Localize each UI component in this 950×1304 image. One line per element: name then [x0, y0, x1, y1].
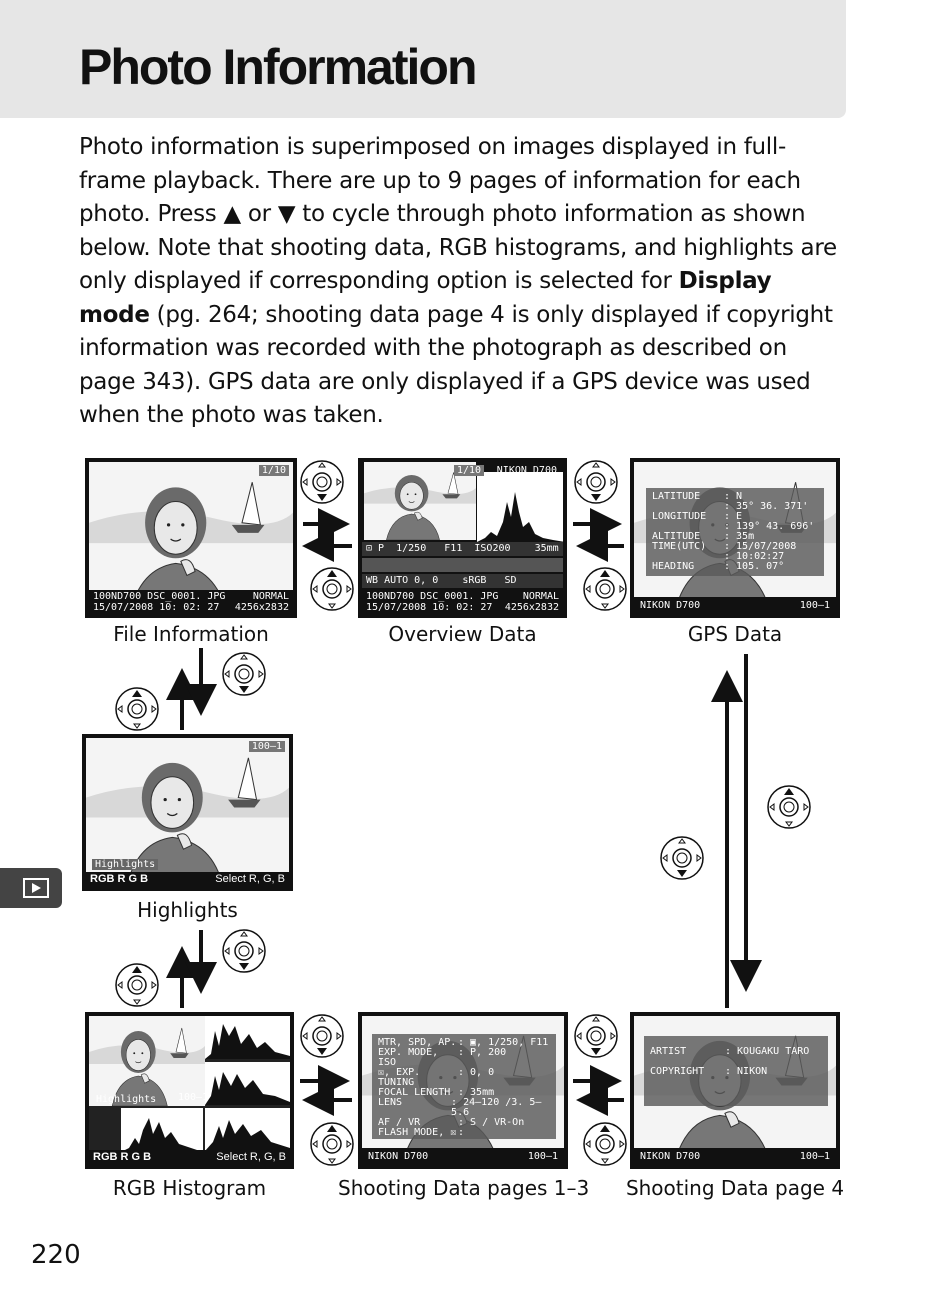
file-name: 100ND700 DSC_0001. JPG [366, 591, 499, 602]
copyright-overlay [644, 1036, 828, 1106]
folder-number: 100–1 [178, 1092, 209, 1103]
row-key: LATITUDE [652, 491, 701, 502]
color-space: sRGB [462, 575, 487, 586]
playback-menu-tab [0, 868, 62, 908]
date-time: 15/07/2008 10: 02: 27 [93, 602, 220, 613]
white-balance: AUTO 0, 0 [384, 575, 439, 586]
data-row [652, 562, 818, 572]
aperture: F11 [444, 543, 463, 554]
row-key: EXP. MODE, ISO [378, 1047, 439, 1068]
row-key: FOCAL LENGTH [378, 1087, 451, 1098]
multi-selector-down-icon [573, 459, 619, 505]
gps-overlay [646, 488, 824, 576]
histogram-graph [477, 472, 565, 542]
screen-gps-data [630, 458, 840, 618]
row-value: : KOUGAKU TARO [725, 1046, 810, 1057]
label-rgb-histogram: RGB Histogram [112, 1176, 267, 1200]
row-key: ARTIST [650, 1046, 687, 1057]
page-number: 220 [31, 1240, 81, 1270]
focal-length: 35mm [534, 543, 559, 554]
data-row [378, 1048, 550, 1068]
multi-selector-up-icon [582, 1121, 628, 1167]
row-key: LENS [378, 1097, 403, 1108]
row-value: : [458, 1127, 465, 1138]
screen-shooting-data-4 [630, 1012, 840, 1169]
highlights-tag: Highlights [92, 859, 158, 870]
file-name: 100ND700 DSC_0001. JPG [93, 591, 226, 602]
data-row [378, 1128, 550, 1138]
data-row [378, 1098, 550, 1118]
label-overview-data: Overview Data [388, 622, 537, 646]
select-hint: Select R, G, B [216, 1151, 286, 1163]
camera-name: NIKON D700 [640, 600, 701, 611]
screen-rgb-histogram [85, 1012, 294, 1169]
shooting-overlay [372, 1034, 556, 1139]
folder-number: 100–1 [799, 600, 830, 611]
folder-number: 100–1 [799, 1151, 830, 1162]
row-value: : N [724, 491, 743, 502]
multi-selector-down-icon [221, 928, 267, 974]
row-value: : 35° 36. 371' [724, 501, 809, 512]
row-value: : 35m [724, 531, 755, 542]
row-key: MTR, SPD, AP. [378, 1037, 457, 1048]
row-value: : 0, 0 [458, 1067, 495, 1078]
row-key: HEADING [652, 561, 695, 572]
multi-selector-down-icon [299, 1013, 345, 1059]
image-size: 4256x2832 [504, 602, 559, 613]
highlights-tag: Highlights [96, 1094, 157, 1105]
screen-highlights [82, 734, 293, 891]
intro-bold: Display mode [79, 268, 772, 328]
quality: NORMAL [522, 591, 559, 602]
exposure-row: ⊡ P 1/250 F11 ISO200 35mm [362, 542, 563, 556]
iso: 200 [492, 543, 511, 554]
multi-selector-up-icon [582, 566, 628, 612]
screen-file-information [85, 458, 297, 618]
camera-name: NIKON D700 [640, 1151, 701, 1162]
multi-selector-down-icon [221, 651, 267, 697]
intro-paragraph [79, 131, 849, 433]
luminance-histogram [121, 1108, 203, 1152]
row-value: : 24–120 /3. 5–5.6 [451, 1097, 542, 1118]
data-row [378, 1068, 550, 1088]
label-highlights: Highlights [137, 898, 238, 922]
row-value: : S / VR-On [458, 1117, 525, 1128]
multi-selector-up-icon [309, 1121, 355, 1167]
page-indicator: 1/10 [259, 465, 289, 476]
rgb-bar [89, 1150, 290, 1165]
label-shooting-data-1-3: Shooting Data pages 1–3 [338, 1176, 590, 1200]
row-value: : ▣, 1/250, F11 [458, 1037, 549, 1048]
camera-name: NIKON D700 [496, 465, 557, 476]
multi-selector-up-icon [114, 962, 160, 1008]
row-value: : 105. 07° [724, 561, 785, 572]
page-title: Photo Information [79, 39, 476, 95]
multi-selector-up-icon [766, 784, 812, 830]
data-row [650, 1042, 822, 1062]
multi-selector-down-icon [573, 1013, 619, 1059]
channel-selector: RGB R G B [90, 873, 149, 885]
row-value: : E [724, 511, 743, 522]
label-shooting-data-4: Shooting Data page 4 [625, 1176, 845, 1200]
data-row [650, 1062, 822, 1082]
multi-selector-down-icon [299, 459, 345, 505]
label-file-information: File Information [113, 622, 269, 646]
channel-histograms [205, 1016, 290, 1151]
rgb-bar [86, 872, 289, 887]
page-indicator: 100–1 [249, 741, 285, 752]
row-key: ☒, EXP. TUNING [378, 1067, 421, 1088]
intro-text-1: Photo information is superimposed on images displayed in full-frame playback. There are up to 9 pages of information for each photo. Press ▲ or ▼ to cycle through photo information as shown below. Note that shooting data, RGB histograms, and highlights are only displayed if corresponding option is selected for [79, 134, 837, 294]
quality: NORMAL [252, 591, 289, 602]
folder-number: 100–1 [527, 1151, 558, 1162]
shutter-speed: 1/250 [396, 543, 427, 554]
playback-icon [0, 868, 62, 908]
screen-shooting-data-1-3 [358, 1012, 568, 1169]
row-key: LONGITUDE [652, 511, 707, 522]
row-value: : 35mm [458, 1087, 495, 1098]
row-value: : NIKON [725, 1066, 768, 1077]
select-hint: Select R, G, B [215, 873, 285, 885]
row-key: FLASH MODE, ☒ [378, 1127, 457, 1138]
file-info-bar [362, 590, 563, 614]
camera-bar [634, 1148, 836, 1165]
multi-selector-up-icon [114, 686, 160, 732]
page-indicator: 1/10 [454, 465, 484, 476]
channel-selector: RGB R G B [93, 1151, 152, 1163]
row-value: : 10:02:27 [724, 551, 785, 562]
row-key: COPYRIGHT [650, 1066, 705, 1077]
blank-row [362, 558, 563, 572]
screen-overview-data [358, 458, 567, 618]
camera-bar [362, 1148, 564, 1165]
intro-text-2: (pg. 264; shooting data page 4 is only displayed if copyright information was recorded with the photograph as described on page 343). GPS data are only displayed if a GPS device was used when the photo was taken. [79, 301, 833, 428]
label-gps-data: GPS Data [687, 622, 783, 646]
row-value: : P, 200 [458, 1047, 507, 1058]
row-value: : 139° 43. 696' [724, 521, 815, 532]
date-time: 15/07/2008 10: 02: 27 [366, 602, 493, 613]
row-key: AF / VR [378, 1117, 421, 1128]
camera-name: NIKON D700 [368, 1151, 429, 1162]
image-size: 4256x2832 [234, 602, 289, 613]
file-info-bar [89, 590, 293, 614]
wb-row: WB AUTO 0, 0 sRGB SD [362, 574, 563, 588]
multi-selector-down-icon [659, 835, 705, 881]
row-value: : 15/07/2008 [724, 541, 797, 552]
camera-bar [634, 597, 836, 614]
card-slot: SD [504, 575, 517, 586]
multi-selector-up-icon [309, 566, 355, 612]
row-key: TIME(UTC) [652, 541, 707, 552]
row-key: ALTITUDE [652, 531, 701, 542]
